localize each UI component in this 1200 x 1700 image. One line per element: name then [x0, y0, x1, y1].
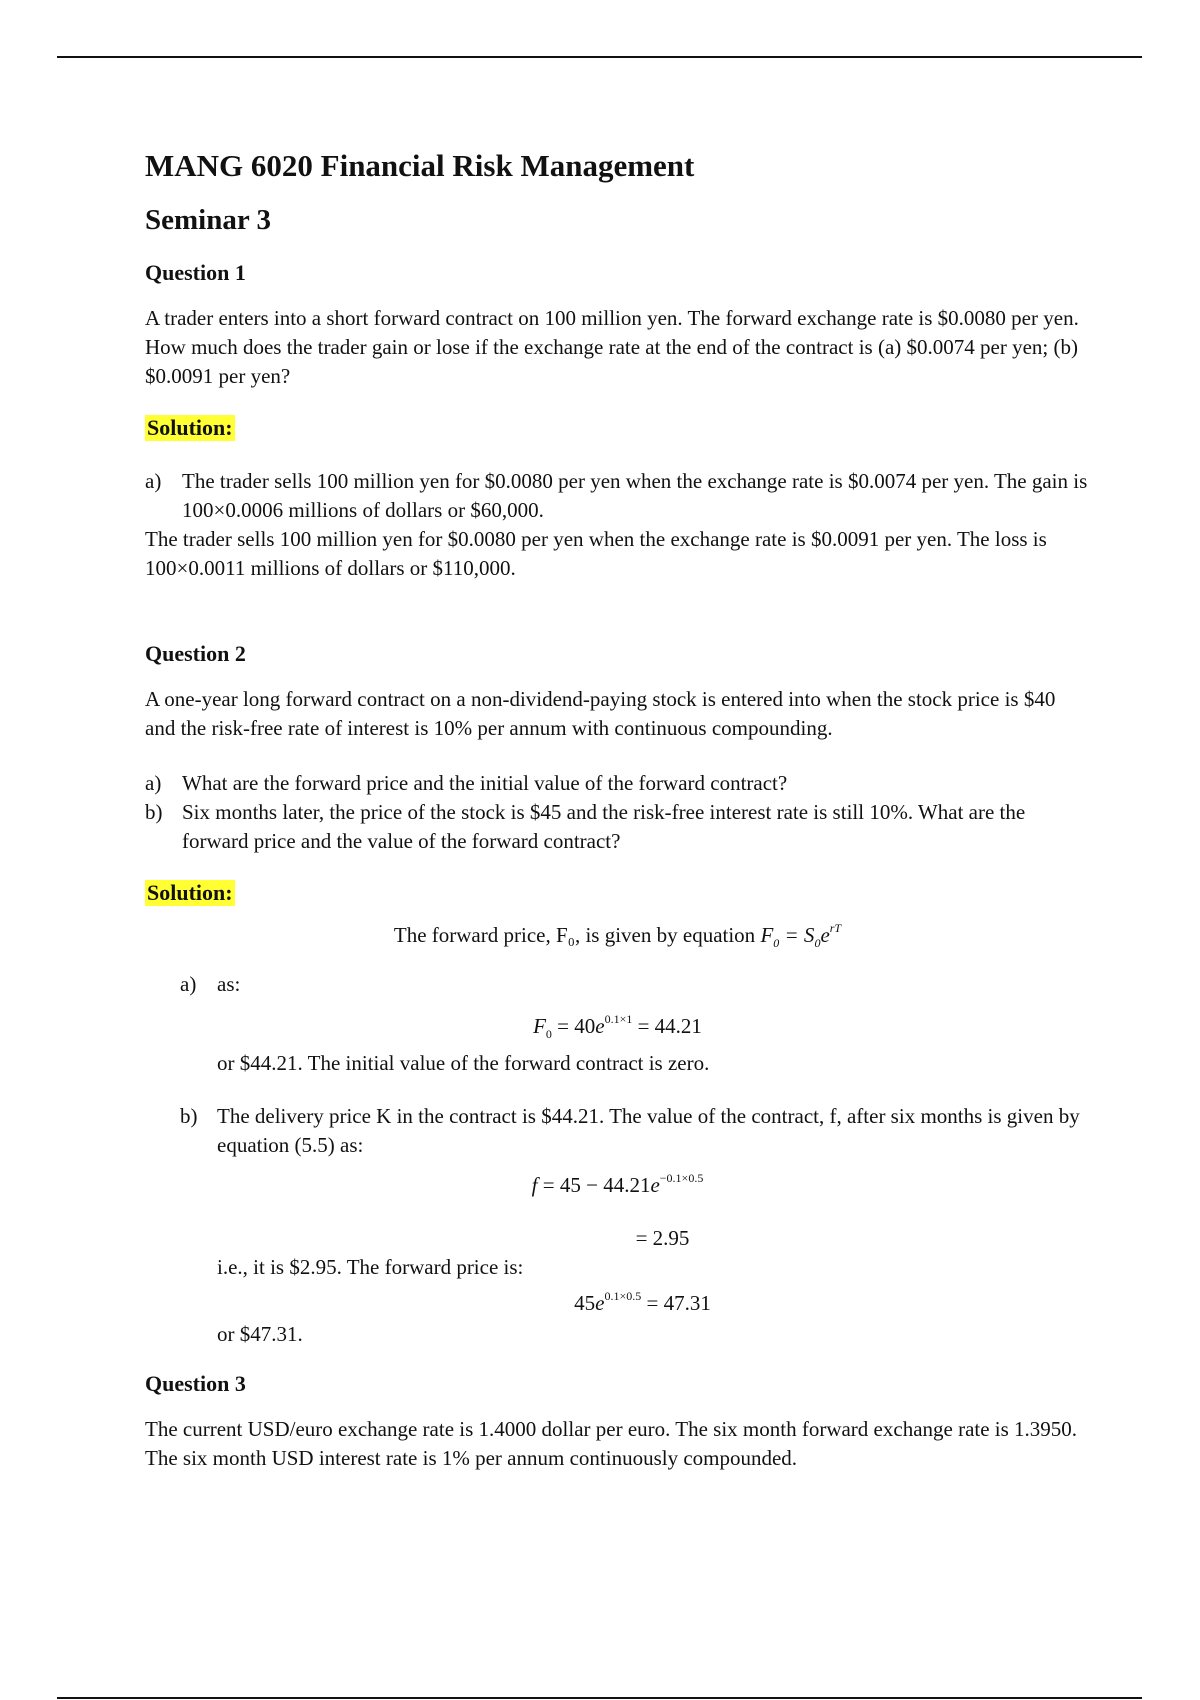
contract-value-calculation: $f = 45 - 44.21e^{-0.1\times 0.5}$	[531, 1170, 704, 1197]
q2-part-b-text: Six months later, the price of the stock is $45 and the risk-free interest rate is still 10%. What are the forward price and the value of the forward contract?	[182, 799, 1026, 853]
q1-solution-label: Solution:	[147, 414, 233, 440]
forward-price-equation-line	[145, 914, 1090, 958]
question-1-heading: Question 1	[145, 259, 246, 285]
q2-solution-b	[145, 1102, 1090, 1160]
question-3-text: The current USD/euro exchange rate is 1.4000 dollar per euro. The six month forward exchange rate is 1.3950. The six month USD interest rate is 1% per annum continuously compounded.	[145, 1416, 1078, 1470]
forward-price-formula: $F_0 = S_0e^{rT}$	[760, 920, 842, 950]
q2-part-b	[145, 798, 1090, 856]
q2-part-a-text: What are the forward price and the initial value of the forward contract?	[182, 770, 788, 795]
forward-price-b-calculation: $45e^{0.1\times 0.5} = 47.31$	[574, 1288, 711, 1315]
document-body	[145, 140, 1090, 1473]
q2-solution-a	[145, 970, 1090, 999]
q2-solution-b-marker: b)	[180, 1103, 198, 1128]
document-title: MANG 6020 Financial Risk Management	[145, 148, 695, 183]
bottom-rule	[57, 1697, 1142, 1699]
q1-solution-a-marker: a)	[145, 468, 162, 493]
question-2-heading: Question 2	[145, 640, 246, 666]
seminar-title: Seminar 3	[145, 204, 271, 237]
q2-solution-label: Solution:	[147, 879, 233, 905]
q2-solution-b-final: or $47.31.	[217, 1321, 303, 1346]
q2-solution-b-text: The delivery price K in the contract is $44.21. The value of the contract, f, after six months is given by equation (5.5) as:	[217, 1103, 1080, 1157]
q2-solution-a-result: or $44.21. The initial value of the forward contract is zero.	[217, 1050, 710, 1075]
q2-part-a	[145, 769, 1090, 798]
q1-solution-a-text: The trader sells 100 million yen for $0.0080 per yen when the exchange rate is $0.0074 per yen. The gain is 100×0.0006 millions of dollars or $60,000.	[182, 468, 1088, 522]
q1-solution-b-text: The trader sells 100 million yen for $0.0080 per yen when the exchange rate is $0.0091 per yen. The loss is 100×0.0011 millions of dollars or $110,000.	[145, 526, 1047, 580]
contract-value-result: = 2.95	[635, 1225, 690, 1250]
top-rule	[57, 56, 1142, 58]
question-3-heading: Question 3	[145, 1370, 246, 1396]
forward-intro-text: The forward price, F₀, is given by equation	[393, 922, 756, 947]
q2-part-a-marker: a)	[145, 770, 162, 795]
question-1-text: A trader enters into a short forward contract on 100 million yen. The forward exchange rate is $0.0080 per yen. How much does the trader gain or lose if the exchange rate at the end of the contract is (a) $0.0074 per yen; (b) $0.0091 per yen?	[145, 305, 1079, 388]
q2-part-b-marker: b)	[145, 799, 163, 824]
q2-solution-b-ie: i.e., it is $2.95. The forward price is:	[217, 1254, 524, 1279]
q2-solution-a-marker: a)	[180, 971, 197, 996]
question-2-text: A one-year long forward contract on a non-dividend-paying stock is entered into when the stock price is $40 and the risk-free rate of interest is 10% per annum with continuous compounding.	[145, 686, 1056, 740]
forward-price-calculation: $F_0 = 40e^{0.1\times 1} = 44.21$	[533, 1011, 702, 1041]
question-2-parts	[145, 769, 1090, 856]
q1-solution-a	[145, 467, 1090, 525]
q2-solution-a-as: as:	[217, 971, 241, 996]
